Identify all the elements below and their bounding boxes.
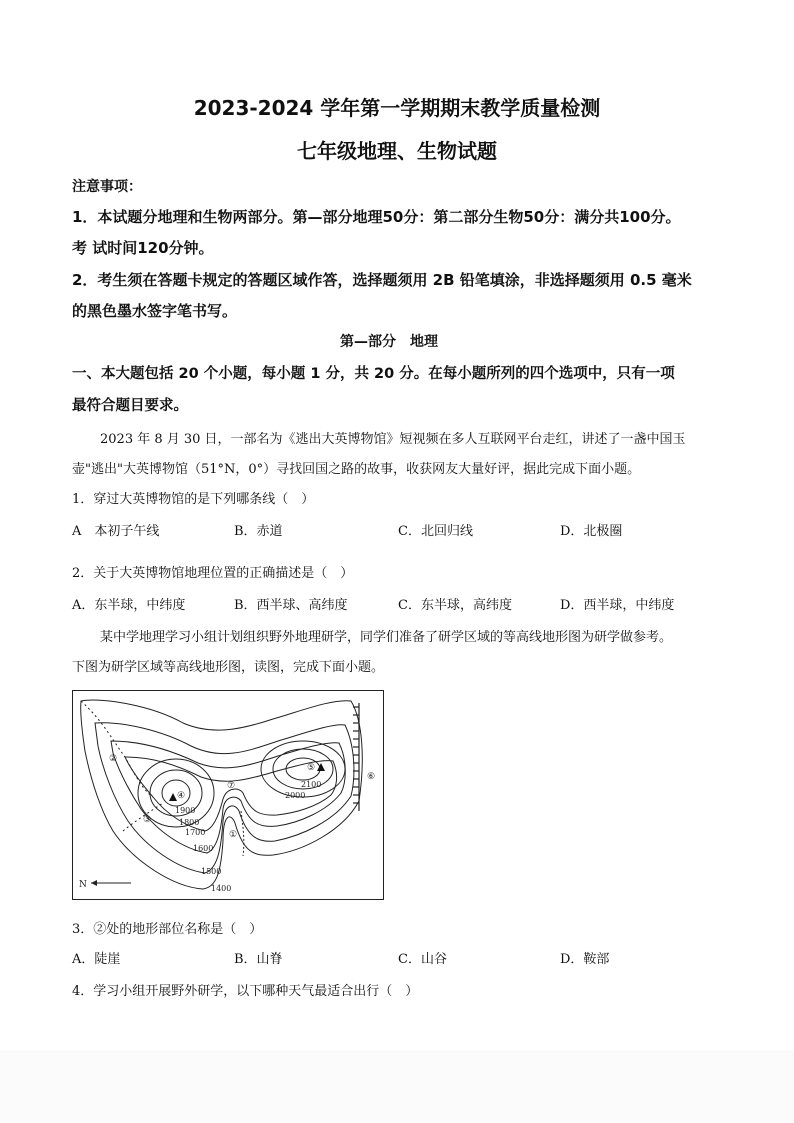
contour-label-2000: 2000 (285, 791, 306, 800)
passage-2-line-1: 某中学地理学习小组计划组织野外地理研学，同学们准备了研学区域的等高线地形图为研学做参考。 (100, 630, 673, 645)
peak-marker-west (169, 793, 177, 801)
notice-item-1-line-2: 考 试时间120分钟。 (72, 239, 214, 257)
contour-label-1400: 1400 (211, 884, 232, 893)
map-point-2: ② (109, 754, 118, 764)
question-3-option-b[interactable]: B．山脊 (234, 952, 283, 967)
passage-1-line-2: 壶"逃出"大英博物馆（51°N，0°）寻找回国之路的故事，收获网友大量好评，据此完成下面小题。 (72, 462, 641, 477)
contour-label-1900: 1900 (175, 806, 196, 815)
exam-title: 2023-2024 学年第一学期期末教学质量检测 (193, 96, 601, 120)
question-1-option-c[interactable]: C．北回归线 (398, 524, 473, 539)
contour-label-1600: 1600 (193, 844, 214, 853)
question-3-option-c[interactable]: C．山谷 (398, 952, 447, 967)
north-arrow-head (91, 880, 97, 886)
notice-heading: 注意事项： (72, 179, 142, 195)
contour-label-1500: 1500 (201, 867, 222, 876)
section-instruction-line-1: 一、本大题包括 20 个小题，每小题 1 分，共 20 分。在每小题所列的四个选项中，只有一项 (72, 366, 675, 382)
contour-inner-west (162, 780, 190, 806)
question-2-option-b[interactable]: B．西半球、高纬度 (234, 598, 348, 613)
question-3-option-d[interactable]: D．鞍部 (560, 952, 610, 967)
north-label: N (79, 880, 87, 890)
contour-map (72, 690, 384, 900)
question-2-option-c[interactable]: C．东半球，高纬度 (398, 598, 512, 613)
passage-2-line-2: 下图为研学区域等高线地形图，读图，完成下面小题。 (72, 660, 385, 675)
question-1-option-d[interactable]: D．北极圈 (560, 524, 623, 539)
passage-1-line-1: 2023 年 8 月 30 日，一部名为《逃出大英博物馆》短视频在多人互联网平台走红，讲述了一盏中国玉 (100, 432, 686, 447)
map-point-5: ⑤ (307, 763, 316, 773)
map-point-3: ③ (143, 815, 152, 825)
question-1-option-b[interactable]: B．赤道 (234, 524, 283, 539)
map-point-7: ⑦ (227, 781, 236, 791)
map-point-1: ① (229, 830, 238, 840)
contour-map-svg (73, 691, 382, 898)
contour-label-1700: 1700 (185, 828, 206, 837)
ridge-line-northwest (81, 701, 153, 797)
question-3-stem: 3．②处的地形部位名称是（ ） (72, 922, 263, 937)
question-1-stem: 1．穿过大英博物馆的是下列哪条线（ ） (72, 492, 315, 507)
question-1-option-a[interactable]: A 本初子午线 (72, 524, 160, 539)
question-2-option-d[interactable]: D．西半球，中纬度 (560, 598, 675, 613)
page-bottom-margin (0, 1050, 794, 1123)
contour-label-1800: 1800 (179, 818, 200, 827)
map-point-4: ④ (177, 791, 186, 801)
exam-subtitle: 七年级地理、生物试题 (297, 139, 497, 163)
notice-item-2-line-2: 的黑色墨水签字笔书写。 (72, 302, 238, 320)
notice-item-2-line-1: 2．考生须在答题卡规定的答题区域作答，选择题须用 2B 铅笔填涂，非选择题须用 0.5 毫米 (72, 271, 692, 289)
question-3-option-a[interactable]: A．陡崖 (72, 952, 121, 967)
north-arrow (79, 880, 131, 890)
map-point-6: ⑥ (367, 772, 376, 782)
notice-item-1-line-1: 1．本试题分地理和生物两部分。第—部分地理50分：第二部分生物50分：满分共100分。 (72, 208, 681, 226)
question-2-stem: 2．关于大英博物馆地理位置的正确描述是（ ） (72, 566, 354, 581)
contour-label-2100: 2100 (301, 780, 322, 789)
question-2-option-a[interactable]: A．东半球，中纬度 (72, 598, 186, 613)
section-instruction-line-2: 最符合题目要求。 (72, 398, 188, 414)
part1-heading: 第—部分 地理 (340, 334, 438, 350)
question-4-stem: 4．学习小组开展野外研学，以下哪种天气最适合出行（ ） (72, 984, 419, 999)
